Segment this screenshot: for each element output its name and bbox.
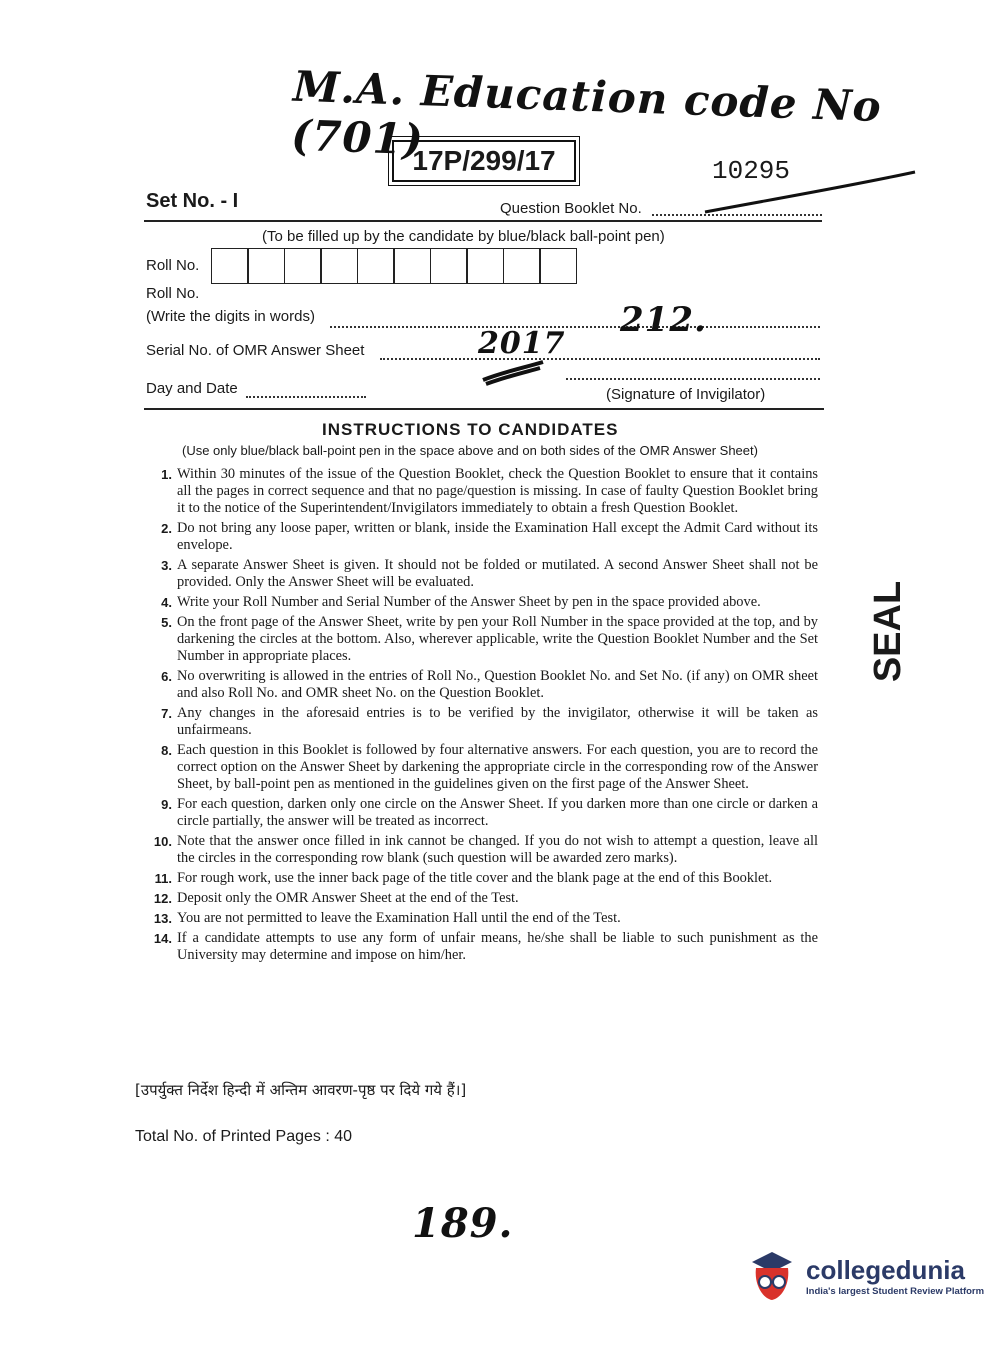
omr-serial-label: Serial No. of OMR Answer Sheet <box>146 342 365 359</box>
list-item <box>148 557 818 591</box>
item-text: For each question, darken only one circle on the Answer Sheet. If you darken more than one circle or darken a circle partially, the answer will be treated as incorrect. <box>177 796 818 829</box>
invigilator-signature-field <box>566 366 820 380</box>
roll-digit-box <box>357 248 395 284</box>
list-item <box>148 910 818 927</box>
day-date-field <box>246 384 366 398</box>
handwritten-serial: 2017 <box>478 326 566 361</box>
item-number: 2. <box>161 521 172 536</box>
handwritten-title: M.A. Education code No (701) <box>290 61 883 165</box>
collegedunia-logo <box>744 1248 984 1304</box>
pen-mark <box>478 360 548 386</box>
item-text: For rough work, use the inner back page of the title cover and the blank page at the end of this Booklet. <box>177 870 773 886</box>
item-number: 6. <box>161 669 172 684</box>
day-date-label: Day and Date <box>146 380 238 397</box>
logo-brand-text: collegedunia <box>806 1255 965 1285</box>
item-text: Write your Roll Number and Serial Number of the Answer Sheet by pen in the space provided above. <box>177 594 761 610</box>
item-text: Each question in this Booklet is followed by four alternative answers. For each question, you are to record the correct option on the Answer Sheet by darkening the appropriate circle in the corresponding row of the Answer Sheet, by ball-point pen as mentioned in the guidelines given on the first page of the Answer Sheet. <box>177 742 818 792</box>
total-pages: Total No. of Printed Pages : 40 <box>135 1128 353 1145</box>
item-text: On the front page of the Answer Sheet, write by pen your Roll Number in the space provided at the top, and by darkening the circles at the bottom. Also, wherever applicable, write the Question Booklet Number and the Set Number in appropriate places. <box>177 614 818 664</box>
question-booklet-label: Question Booklet No. <box>500 200 642 217</box>
item-number: 4. <box>161 595 172 610</box>
list-item <box>148 930 818 964</box>
item-text: No overwriting is allowed in the entries of Roll No., Question Booklet No. and Set No. (if any) on OMR sheet and also Roll No. and OMR sheet No. on the Question Booklet. <box>177 668 818 701</box>
list-item <box>148 742 818 793</box>
item-text: You are not permitted to leave the Examination Hall until the end of the Test. <box>177 910 621 926</box>
fill-instruction-note: (To be filled up by the candidate by blue/black ball-point pen) <box>262 228 665 245</box>
roll-no-label: Roll No. <box>146 257 200 274</box>
item-number: 12. <box>153 891 172 906</box>
list-item <box>148 668 818 702</box>
list-item <box>148 890 818 907</box>
item-text: If a candidate attempts to use any form of unfair means, he/she shall be liable to such punishment as the University may determine and impose on him/her. <box>177 930 818 963</box>
list-item <box>148 870 818 887</box>
list-item <box>148 705 818 739</box>
roll-digit-box <box>430 248 468 284</box>
roll-digit-box <box>284 248 322 284</box>
invigilator-signature-label: (Signature of Invigilator) <box>606 386 766 403</box>
item-number: 1. <box>161 467 172 482</box>
list-item <box>148 466 818 517</box>
logo-tagline: India's largest Student Review Platform <box>806 1286 985 1297</box>
list-item <box>148 833 818 867</box>
hindi-note: [उपर्युक्त निर्देश हिन्दी में अन्तिम आवरण-पृष्ठ पर दिये गये हैं।] <box>135 1081 467 1099</box>
roll-digit-box <box>466 248 504 284</box>
item-text: Within 30 minutes of the issue of the Question Booklet, check the Question Booklet to ensure that it contains all the pages in correct sequence and that no page/question is missing. In case of faulty Question Booklet bring it to the notice of the Superintendent/Invigilators immediately to obtain a fresh Question Booklet. <box>177 466 818 516</box>
item-number: 10. <box>153 834 172 849</box>
item-text: Note that the answer once filled in ink cannot be changed. If you do not wish to attempt a question, leave all the circles in the corresponding row blank (such question will be awarded zero marks). <box>177 833 818 866</box>
roll-no-boxes <box>212 248 577 284</box>
item-number: 13. <box>153 911 172 926</box>
roll-digit-box <box>539 248 577 284</box>
roll-digit-box <box>320 248 358 284</box>
item-text: Deposit only the OMR Answer Sheet at the end of the Test. <box>177 890 519 906</box>
item-text: Any changes in the aforesaid entries is to be verified by the invigilator, otherwise it will be taken as unfairmeans. <box>177 705 818 738</box>
item-text: Do not bring any loose paper, written or blank, inside the Examination Hall except the Admit Card without its envelope. <box>177 520 818 553</box>
roll-digit-box <box>211 248 249 284</box>
roll-digit-box <box>247 248 285 284</box>
instructions-subtitle: (Use only blue/black ball-point pen in the space above and on both sides of the OMR Answer Sheet) <box>182 443 758 458</box>
list-item <box>148 520 818 554</box>
mascot-icon <box>744 1248 800 1304</box>
seal-text: SEAL <box>867 580 910 683</box>
item-number: 8. <box>161 743 172 758</box>
list-item <box>148 594 818 611</box>
item-number: 7. <box>161 706 172 721</box>
roll-no-words-label: Roll No. <box>146 285 200 302</box>
paper-code-box: 17P/299/17 <box>392 140 576 182</box>
list-item <box>148 614 818 665</box>
divider-line <box>144 220 822 222</box>
roll-no-words-field <box>330 314 820 328</box>
instructions-title: INSTRUCTIONS TO CANDIDATES <box>322 420 619 439</box>
omr-serial-field <box>380 346 820 360</box>
item-text: A separate Answer Sheet is given. It should not be folded or mutilated. A second Answer Sheet shall not be provided. Only the Answer Sheet will be evaluated. <box>177 557 818 590</box>
booklet-serial-number: 10295 <box>712 156 791 186</box>
item-number: 5. <box>161 615 172 630</box>
pen-stroke-line <box>700 168 920 218</box>
set-number: Set No. - I <box>146 190 239 212</box>
list-item <box>148 796 818 830</box>
roll-digit-box <box>393 248 431 284</box>
item-number: 14. <box>153 931 172 946</box>
item-number: 11. <box>154 871 172 886</box>
roll-no-words-sub: (Write the digits in words) <box>146 308 315 325</box>
roll-digit-box <box>503 248 541 284</box>
instructions-list <box>148 466 818 967</box>
divider-line <box>144 408 824 410</box>
item-number: 3. <box>161 558 172 573</box>
handwritten-page-number: 189. <box>412 1200 514 1247</box>
handwritten-number: 212. <box>620 300 707 340</box>
item-number: 9. <box>161 797 172 812</box>
